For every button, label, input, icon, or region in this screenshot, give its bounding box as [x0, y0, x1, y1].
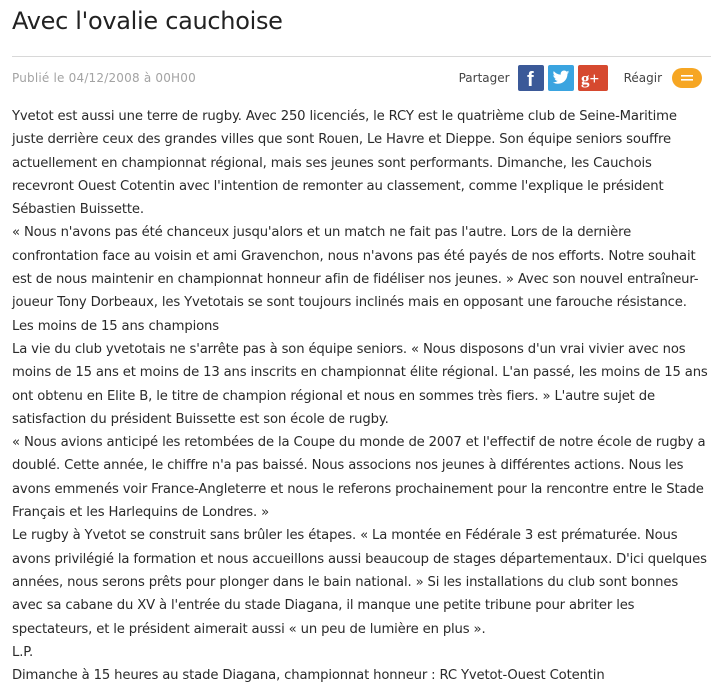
svg-text:g+: g+: [580, 69, 599, 88]
article-paragraph: « Nous avions anticipé les retombées de la Coupe du monde de 2007 et l'effectif de notre école de rugby a doublé. Cette année, le chiffre n'a pas baissé. Nous associons nos jeunes à différentes actions. Nous les avons emmenés voir France-Angleterre et nous le referons prochainement pour la rencontre entre le Stade Français et les Harlequins de Londres. »: [12, 435, 706, 521]
publish-date: Publié le 04/12/2008 à 00H00: [12, 71, 196, 85]
twitter-icon: [552, 70, 570, 86]
article: [12, 0, 712, 687]
article-paragraph: « Nous n'avons pas été chanceux jusqu'alors et un match ne fait pas l'autre. Lors de la dernière confrontation face au voisin et ami Gravenchon, nous n'avons pas été payés de nos efforts. Notre souhait est de nous maintenir en championnat honneur afin de fidéliser nos jeunes. » Avec son nouvel entraîneur-joueur Tony Dorbeaux, les Yvetotais se sont toujours inclinés mais en opposant une farouche résistance.: [12, 225, 699, 311]
article-paragraph: La vie du club yvetotais ne s'arrête pas à son équipe seniors. « Nous disposons d'un vrai vivier avec nos moins de 15 ans et moins de 13 ans inscrits en championnat élite régional. L'an passé, les moins de 15 ans ont obtenu en Elite B, le titre de champion régional et nous en sommes très fiers. » L'autre sujet de satisfaction du président Buissette est son école de rugby.: [12, 341, 708, 427]
article-meta-bar: [12, 57, 712, 97]
facebook-icon: [518, 65, 544, 91]
article-subheading: Les moins de 15 ans champions: [12, 318, 219, 334]
facebook-share-button[interactable]: [518, 65, 544, 91]
article-paragraph: Yvetot est aussi une terre de rugby. Avec 250 licenciés, le RCY est le quatrième club de Seine-Maritime juste derrière ceux des grandes villes que sont Rouen, Le Havre et Dieppe. Son équipe seniors souffre actuellement en championnat régional, mais ses jeunes sont performants. Dimanche, les Cauchois recevront Ouest Cotentin avec l'intention de remonter au classement, comme l'explique le président Sébastien Buissette.: [12, 109, 677, 218]
share-label: Partager: [458, 71, 510, 85]
twitter-share-button[interactable]: [548, 65, 574, 91]
googleplus-share-button[interactable]: [578, 65, 608, 91]
article-paragraph: Le rugby à Yvetot se construit sans brûler les étapes. « La montée en Fédérale 3 est prématurée. Nous avons privilégié la formation et nous accueillons aussi beaucoup de stages départementaux. D'ici quelques années, nous serons prêts pour plonger dans le bain national. » Si les installations du club sont bonnes avec sa cabane du XV à l'entrée du stade Diagana, il manque une petite tribune pour abriter les spectateurs, et le président aimerait aussi « un peu de lumière en plus ».: [12, 528, 707, 637]
share-bar: [459, 64, 702, 92]
react-label: Réagir: [623, 71, 662, 85]
comment-icon: [681, 74, 693, 82]
comment-button[interactable]: [672, 68, 702, 88]
article-body: [12, 105, 711, 687]
author-signature: L.P.: [12, 644, 34, 660]
article-title: Avec l'ovalie cauchoise: [12, 7, 283, 35]
googleplus-icon: [578, 65, 608, 91]
match-info: Dimanche à 15 heures au stade Diagana, championnat honneur : RC Yvetot-Ouest Cotentin: [12, 668, 605, 684]
svg-text:f: f: [526, 69, 534, 91]
